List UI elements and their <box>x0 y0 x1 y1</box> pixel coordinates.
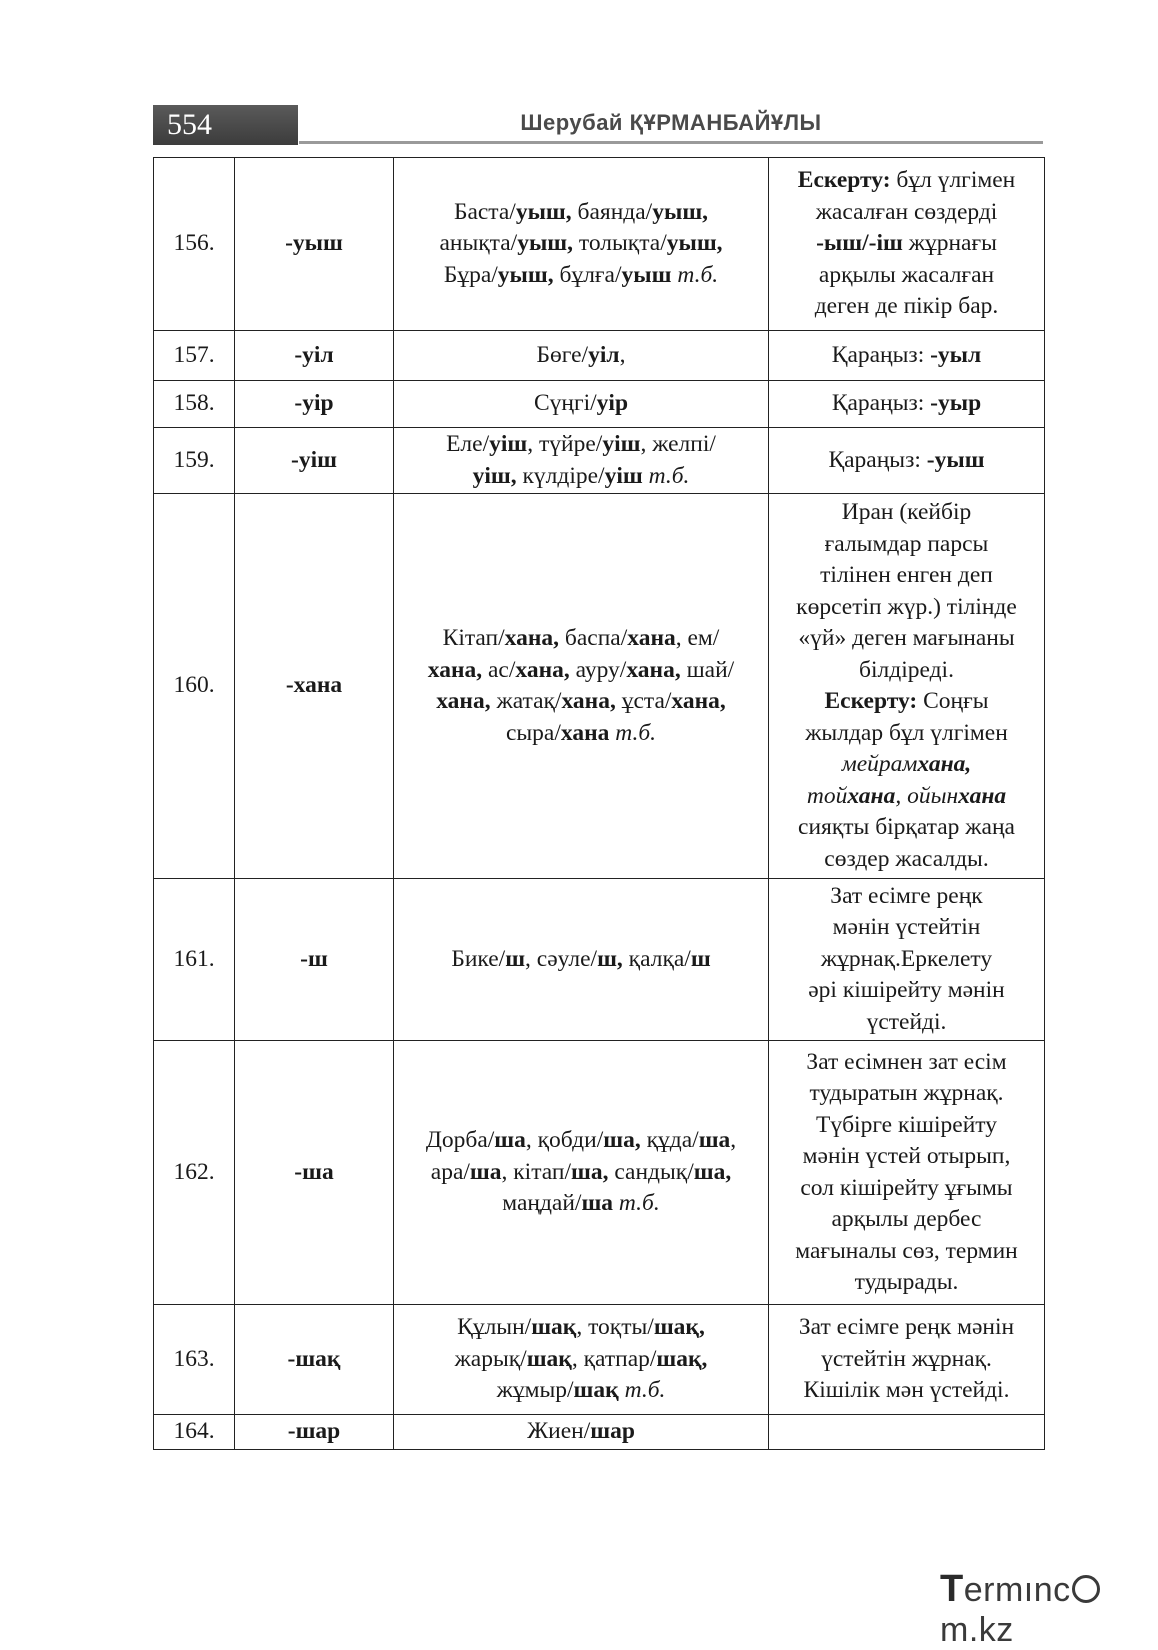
examples-cell <box>394 381 769 428</box>
text-run: жұрнағы <box>902 230 997 257</box>
text-run: Баста/ <box>453 198 516 225</box>
text-run: , тоқты/ <box>576 1314 654 1341</box>
text-run: бұл үлгімен <box>890 167 1016 194</box>
text-run: ш <box>690 945 711 972</box>
text-run: т.б. <box>613 1190 660 1217</box>
text-run: жарық/ <box>454 1345 527 1372</box>
text-run: мәнін үстей отырып, <box>802 1143 1011 1169</box>
text-run: жұмыр/ <box>496 1377 574 1404</box>
text-run: уыш, <box>497 261 554 288</box>
note-cell <box>769 1041 1045 1305</box>
text-run: сияқты бірқатар жаңа <box>798 814 1015 840</box>
table-row <box>154 494 1045 879</box>
text-run: уіш <box>489 431 528 457</box>
text-run: той <box>806 782 848 809</box>
text-run: ұста/ <box>615 688 672 714</box>
examples-cell <box>394 428 769 494</box>
examples-cell <box>394 879 769 1041</box>
text-run: -уыл <box>930 341 982 368</box>
suffix-cell: -уыш <box>235 158 394 331</box>
text-run: «үй» деген мағынаны <box>798 625 1015 651</box>
suffix-cell: -шақ <box>235 1305 394 1415</box>
examples-cell <box>394 158 769 331</box>
text-run: , сәуле/ <box>525 945 598 972</box>
text-run: ша <box>698 1127 731 1154</box>
text-run: баянда/ <box>571 198 653 225</box>
text-run: Зат есімге реңк <box>830 882 983 909</box>
text-run: қалқа/ <box>622 945 691 972</box>
text-run: уыш, <box>666 230 723 257</box>
text-run: хана, <box>427 656 483 683</box>
text-run: , қатпар/ <box>571 1345 657 1372</box>
examples-cell <box>394 1415 769 1450</box>
table-row <box>154 331 1045 381</box>
text-run: хана <box>847 782 896 809</box>
text-run: уіш, <box>472 462 517 489</box>
text-run: жасалған сөздерді <box>815 198 998 225</box>
suffix-cell: -хана <box>235 494 394 879</box>
text-run: Еле/ <box>446 431 490 457</box>
text-run: уір <box>596 390 629 417</box>
text-run: шақ <box>526 1345 572 1372</box>
note-cell <box>769 494 1045 879</box>
text-run: тудырады. <box>854 1269 959 1295</box>
text-run: т.б. <box>618 1377 666 1404</box>
table-row <box>154 158 1045 331</box>
text-run: ас/ <box>482 656 516 683</box>
text-run: хана, <box>626 656 681 683</box>
text-run: хана, <box>515 656 570 683</box>
note-cell <box>769 428 1045 494</box>
text-run: уыш, <box>517 230 573 257</box>
text-run: мағыналы сөз, термин <box>795 1237 1018 1264</box>
text-run: шақ, <box>653 1314 705 1341</box>
text-run: хана <box>560 719 610 746</box>
text-run: әрі кішірейту мәнін <box>808 977 1005 1004</box>
text-run: жылдар бұл үлгімен <box>805 719 1008 746</box>
text-run: бұлға/ <box>553 261 622 288</box>
row-number: 163. <box>154 1305 235 1415</box>
row-number: 160. <box>154 494 235 879</box>
note-cell <box>769 331 1045 381</box>
text-run: , ойын <box>895 782 959 809</box>
row-number: 162. <box>154 1041 235 1305</box>
termincom-watermark-logo: Termıncm.kz <box>940 1568 1150 1614</box>
text-run: Қараңыз: <box>831 390 931 417</box>
suffix-cell: -шар <box>235 1415 394 1450</box>
text-run: ауру/ <box>569 656 627 683</box>
running-head-author: Шерубай ҚҰРМАНБАЙҰЛЫ <box>299 105 1043 144</box>
text-run: арқылы дербес <box>831 1206 982 1232</box>
text-run: ша, <box>603 1127 641 1154</box>
text-run: т.б. <box>671 261 719 288</box>
text-run: хана, <box>671 688 726 714</box>
note-cell <box>769 381 1045 428</box>
text-run: шақ, <box>656 1345 708 1372</box>
text-run: , кітап/ <box>501 1158 571 1185</box>
text-run: жатақ/ <box>490 688 562 714</box>
page-number: 554 <box>153 105 298 145</box>
text-run: уыш, <box>652 198 709 225</box>
text-run: Бұра/ <box>443 261 498 288</box>
note-cell <box>769 158 1045 331</box>
text-run: маңдай/ <box>502 1190 582 1217</box>
note-cell <box>769 1415 1045 1450</box>
text-run: ша, <box>570 1158 609 1185</box>
text-run: тілінен енген деп <box>820 562 993 588</box>
text-run: ш <box>505 945 526 972</box>
text-run: Кітап/ <box>442 625 505 651</box>
text-run: күлдіре/ <box>516 462 605 489</box>
table-row <box>154 1415 1045 1450</box>
text-run: анықта/ <box>439 230 518 257</box>
text-run: т.б. <box>609 719 657 746</box>
text-run: Зат есімнен зат есім <box>806 1048 1007 1075</box>
note-cell <box>769 1305 1045 1415</box>
text-run: , қобди/ <box>525 1127 604 1154</box>
text-run: шай/ <box>680 656 735 683</box>
text-run: , <box>619 341 626 368</box>
text-run: Түбірге кішірейту <box>815 1111 997 1138</box>
row-number: 157. <box>154 331 235 381</box>
page-header <box>153 105 1043 145</box>
text-run: , <box>730 1127 737 1154</box>
table-row <box>154 1041 1045 1305</box>
text-run: ғалымдар парсы <box>824 530 989 557</box>
examples-cell <box>394 1041 769 1305</box>
text-run: ш, <box>597 945 623 972</box>
examples-cell <box>394 494 769 879</box>
text-run: Кішілік мән үстейді. <box>803 1377 1010 1404</box>
text-run: көрсетіп жүр.) тілінде <box>796 593 1017 620</box>
examples-cell <box>394 331 769 381</box>
text-run: Қараңыз: <box>828 446 927 473</box>
text-run: Бике/ <box>451 945 506 972</box>
text-run: құда/ <box>640 1127 699 1154</box>
text-run: сөздер жасалды. <box>824 845 989 872</box>
text-run: -уыр <box>930 390 982 417</box>
text-run: , түйре/ <box>527 431 603 457</box>
text-run: уыш <box>621 261 672 288</box>
text-run: Құлын/ <box>457 1314 532 1341</box>
row-number: 161. <box>154 879 235 1041</box>
text-run: баспа/ <box>559 625 628 651</box>
text-run: деген де пікір бар. <box>814 293 999 320</box>
row-number: 164. <box>154 1415 235 1450</box>
row-number: 159. <box>154 428 235 494</box>
table-row <box>154 381 1045 428</box>
text-run: Дорба/ <box>425 1127 495 1154</box>
suffix-table <box>153 157 1045 1450</box>
text-run: ша <box>494 1127 526 1154</box>
text-run: Ескерту: <box>824 688 918 714</box>
table-row <box>154 428 1045 494</box>
text-run: Жиен/ <box>527 1418 591 1445</box>
text-run: хана <box>958 782 1007 809</box>
text-run: уіш <box>602 431 641 457</box>
suffix-cell: -ш <box>235 879 394 1041</box>
text-run: , ем/ <box>675 625 720 651</box>
table-row <box>154 1305 1045 1415</box>
text-run: ша, <box>693 1158 732 1185</box>
text-run: үстейтін жұрнақ. <box>821 1345 992 1372</box>
text-run: , желпі/ <box>640 431 716 457</box>
text-run: шақ <box>531 1314 577 1341</box>
text-run: арқылы жасалған <box>818 261 995 288</box>
text-run: Соңғы <box>917 688 989 714</box>
text-run: хана <box>627 625 676 651</box>
text-run: Қараңыз: <box>831 341 931 368</box>
text-run: ша <box>469 1158 502 1185</box>
text-run: ша <box>581 1190 614 1217</box>
text-run: сол кішірейту ұғымы <box>800 1174 1013 1201</box>
text-run: шар <box>590 1418 635 1445</box>
text-run: білдіреді. <box>859 656 954 683</box>
note-cell <box>769 879 1045 1041</box>
text-run: -ыш/-іш <box>816 230 903 257</box>
text-run: уыш, <box>515 198 572 225</box>
suffix-cell: -уір <box>235 381 394 428</box>
suffix-cell: -уіл <box>235 331 394 381</box>
text-run: мәнін үстейтін <box>832 914 981 941</box>
text-run: хана, <box>917 751 972 777</box>
text-run: ара/ <box>430 1158 470 1185</box>
text-run: хана, <box>561 688 616 714</box>
row-number: 156. <box>154 158 235 331</box>
text-run: шақ <box>573 1377 619 1404</box>
text-run: мейрам <box>841 751 918 777</box>
text-run: хана, <box>504 625 560 651</box>
text-run: Ескерту: <box>797 167 891 194</box>
examples-cell <box>394 1305 769 1415</box>
text-run: Иран (кейбір <box>841 499 972 525</box>
text-run: жұрнақ.Еркелету <box>820 945 993 972</box>
text-run: тудыратын жұрнақ. <box>809 1080 1004 1106</box>
text-run: Бөге/ <box>536 341 589 368</box>
text-run: үстейді. <box>866 1008 947 1035</box>
table-row <box>154 879 1045 1041</box>
text-run: хана, <box>436 688 491 714</box>
suffix-cell: -ша <box>235 1041 394 1305</box>
suffix-cell: -уіш <box>235 428 394 494</box>
text-run: уіл <box>588 341 620 368</box>
row-number: 158. <box>154 381 235 428</box>
text-run: сандық/ <box>608 1158 694 1185</box>
text-run: -уыш <box>926 446 985 473</box>
text-run: Сүңгі/ <box>533 390 597 417</box>
text-run: сыра/ <box>505 719 561 746</box>
text-run: Зат есімге реңк мәнін <box>798 1314 1015 1341</box>
text-run: уіш <box>604 462 643 489</box>
text-run: т.б. <box>642 462 690 489</box>
text-run: толықта/ <box>573 230 667 257</box>
